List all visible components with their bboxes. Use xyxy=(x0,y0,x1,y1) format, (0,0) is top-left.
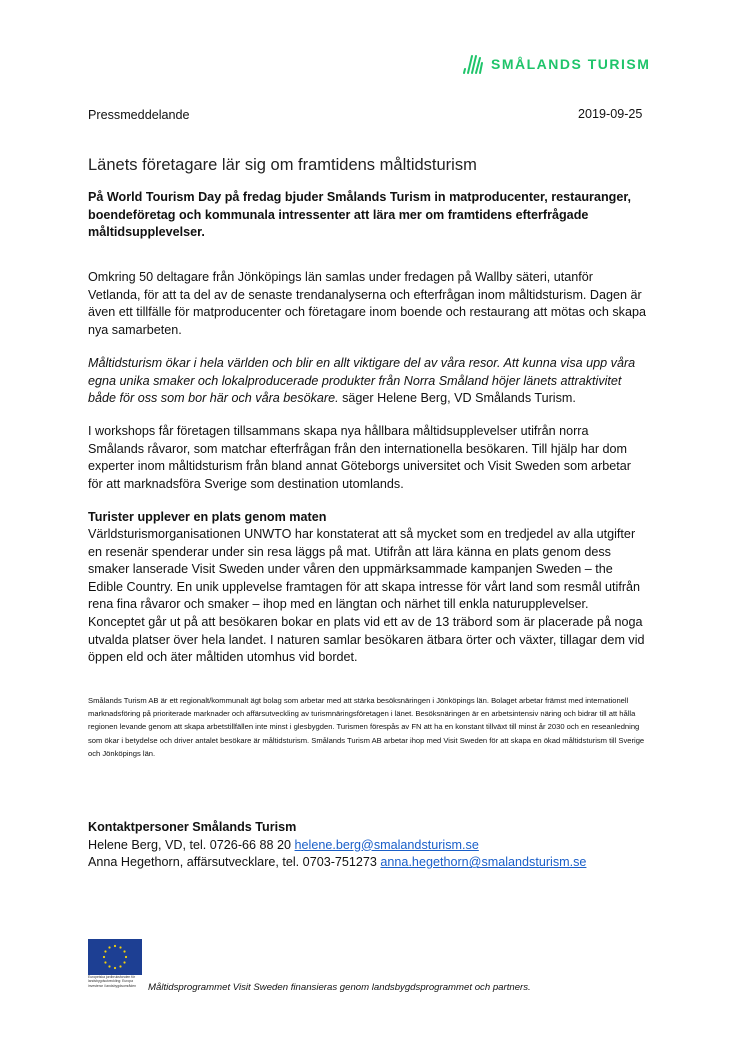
eu-star xyxy=(114,945,116,947)
logo-text: SMÅLANDS TURISM xyxy=(491,56,651,72)
paragraph-1: Omkring 50 deltagare från Jönköpings län samlas under fredagen på Wallby säteri, utanför Vetlanda, för att ta del av de senaste trendanalyserna och efterfrågan inom måltidsturism. Dagen är även ett tillfälle för matproducenter och företagare inom boende och restaurang att mötas och skapa nya samarbeten. xyxy=(88,270,646,337)
eu-star xyxy=(104,961,106,963)
eu-flag-logo xyxy=(88,939,142,975)
press-date: 2019-09-25 xyxy=(578,107,643,121)
document-type: Pressmeddelande xyxy=(88,108,190,122)
eu-star xyxy=(103,956,105,958)
quote-attribution: säger Helene Berg, VD Smålands Turism. xyxy=(338,391,576,406)
eu-star xyxy=(125,956,127,958)
smalands-turism-logo xyxy=(463,53,650,75)
contact-2: Anna Hegethorn, affärsutvecklare, tel. 0703-751273 anna.hegethorn@smalandsturism.se xyxy=(88,855,587,870)
eu-star xyxy=(108,965,110,967)
funding-note: Måltidsprogrammet Visit Sweden finansieras genom landsbygdsprogrammet och partners. xyxy=(148,982,531,993)
eu-star xyxy=(123,961,125,963)
paragraph-4: Världsturismorganisationen UNWTO har konstaterat att så mycket som en tredjedel av alla utgifter en resenär spenderar under sin resa läggs på mat. Utifrån att lära känna en plats genom dess smaker lanserade Visit Sweden under våren den uppmärksammade kampanjen Sweden – the Edible Country. En unik upplevelse framtagen för att skapa intresse för vårt land som resmål utifrån rena fina råvaror och smaker – ihop med en längtan och närhet till enkla naturupplevelser. Konceptet går ut på att besökaren bokar en plats vid ett av de 13 träbord som är placerade på noga utvalda platser över hela landet. I naturen samlar besökaren ätbara örter och växter, tillagar dem vid öppen eld och äter måltiden utomhus vid bordet. xyxy=(88,527,645,665)
paragraph-3: I workshops får företagen tillsammans skapa nya hållbara måltidsupplevelser utifrån norra Smålands råvaror, som matchar efterfrågan från den internationella besökaren. Till hjälp har dom experter inom måltidsturism från bland annat Göteborgs universitet och Visit Sweden som arbetar för att marknadsföra Sverige som destination utomlands. xyxy=(88,424,631,491)
email-link-anna[interactable]: anna.hegethorn@smalandsturism.se xyxy=(380,855,587,870)
eu-stars-icon xyxy=(88,939,142,975)
eu-star xyxy=(114,967,116,969)
quote: Måltidsturism ökar i hela världen och blir en allt viktigare del av våra resor. Att kunna visa upp våra egna unika smaker och lokalproducerade produkter från Norra Småland höjer länets attraktivitet både för oss som bor här och våra besökare. xyxy=(88,356,636,406)
contact-1: Helene Berg, VD, tel. 0726-66 88 20 helene.berg@smalandsturism.se xyxy=(88,837,479,852)
eu-star xyxy=(108,946,110,948)
contacts xyxy=(88,819,646,872)
contacts-heading: Kontaktpersoner Smålands Turism xyxy=(88,820,297,834)
page-title: Länets företagare lär sig om framtidens måltidsturism xyxy=(88,156,477,174)
lead-paragraph: På World Tourism Day på fredag bjuder Smålands Turism in matproducenter, restauranger, boendeföretag och kommunala intressenter att lära mer om framtidens efterfrågade måltidsupplevelser. xyxy=(88,190,632,240)
eu-star xyxy=(123,950,125,952)
eu-caption: Europeiska jordbruksfonden för landsbygdsutveckling: Europa investerar i landsbygdsområden xyxy=(88,975,137,988)
logo-stripes-icon xyxy=(463,53,485,75)
subheading: Turister upplever en plats genom maten xyxy=(88,510,327,524)
email-link-helene[interactable]: helene.berg@smalandsturism.se xyxy=(294,837,479,852)
eu-star xyxy=(104,950,106,952)
paragraph-2 xyxy=(88,355,646,408)
about-company: Smålands Turism AB är ett regionalt/kommunalt ägt bolag som arbetar med att stärka besöksnäringen i Jönköpings län. Bolaget arbetar främst med internationell marknadsföring på prioriterade marknader och affärsutveckling av turismnäringsföretagen i länet. Besöksnäringen är en arbetsintensiv näring och bidrar till att hålla regionen levande genom att skapa arbetstillfällen inte minst i glesbygden. Turismen förespås av FN att ha en konstant tillväxt till minst år 2030 och en reseanledning som ökar i betydelse och driver antalet besökare är måltidsturism. Smålands Turism AB arbetar ihop med Visit Sweden för att skapa en ökad måltidsturism till Sverige och Jönköpings län. xyxy=(88,696,645,758)
eu-star xyxy=(119,946,121,948)
eu-star xyxy=(119,965,121,967)
